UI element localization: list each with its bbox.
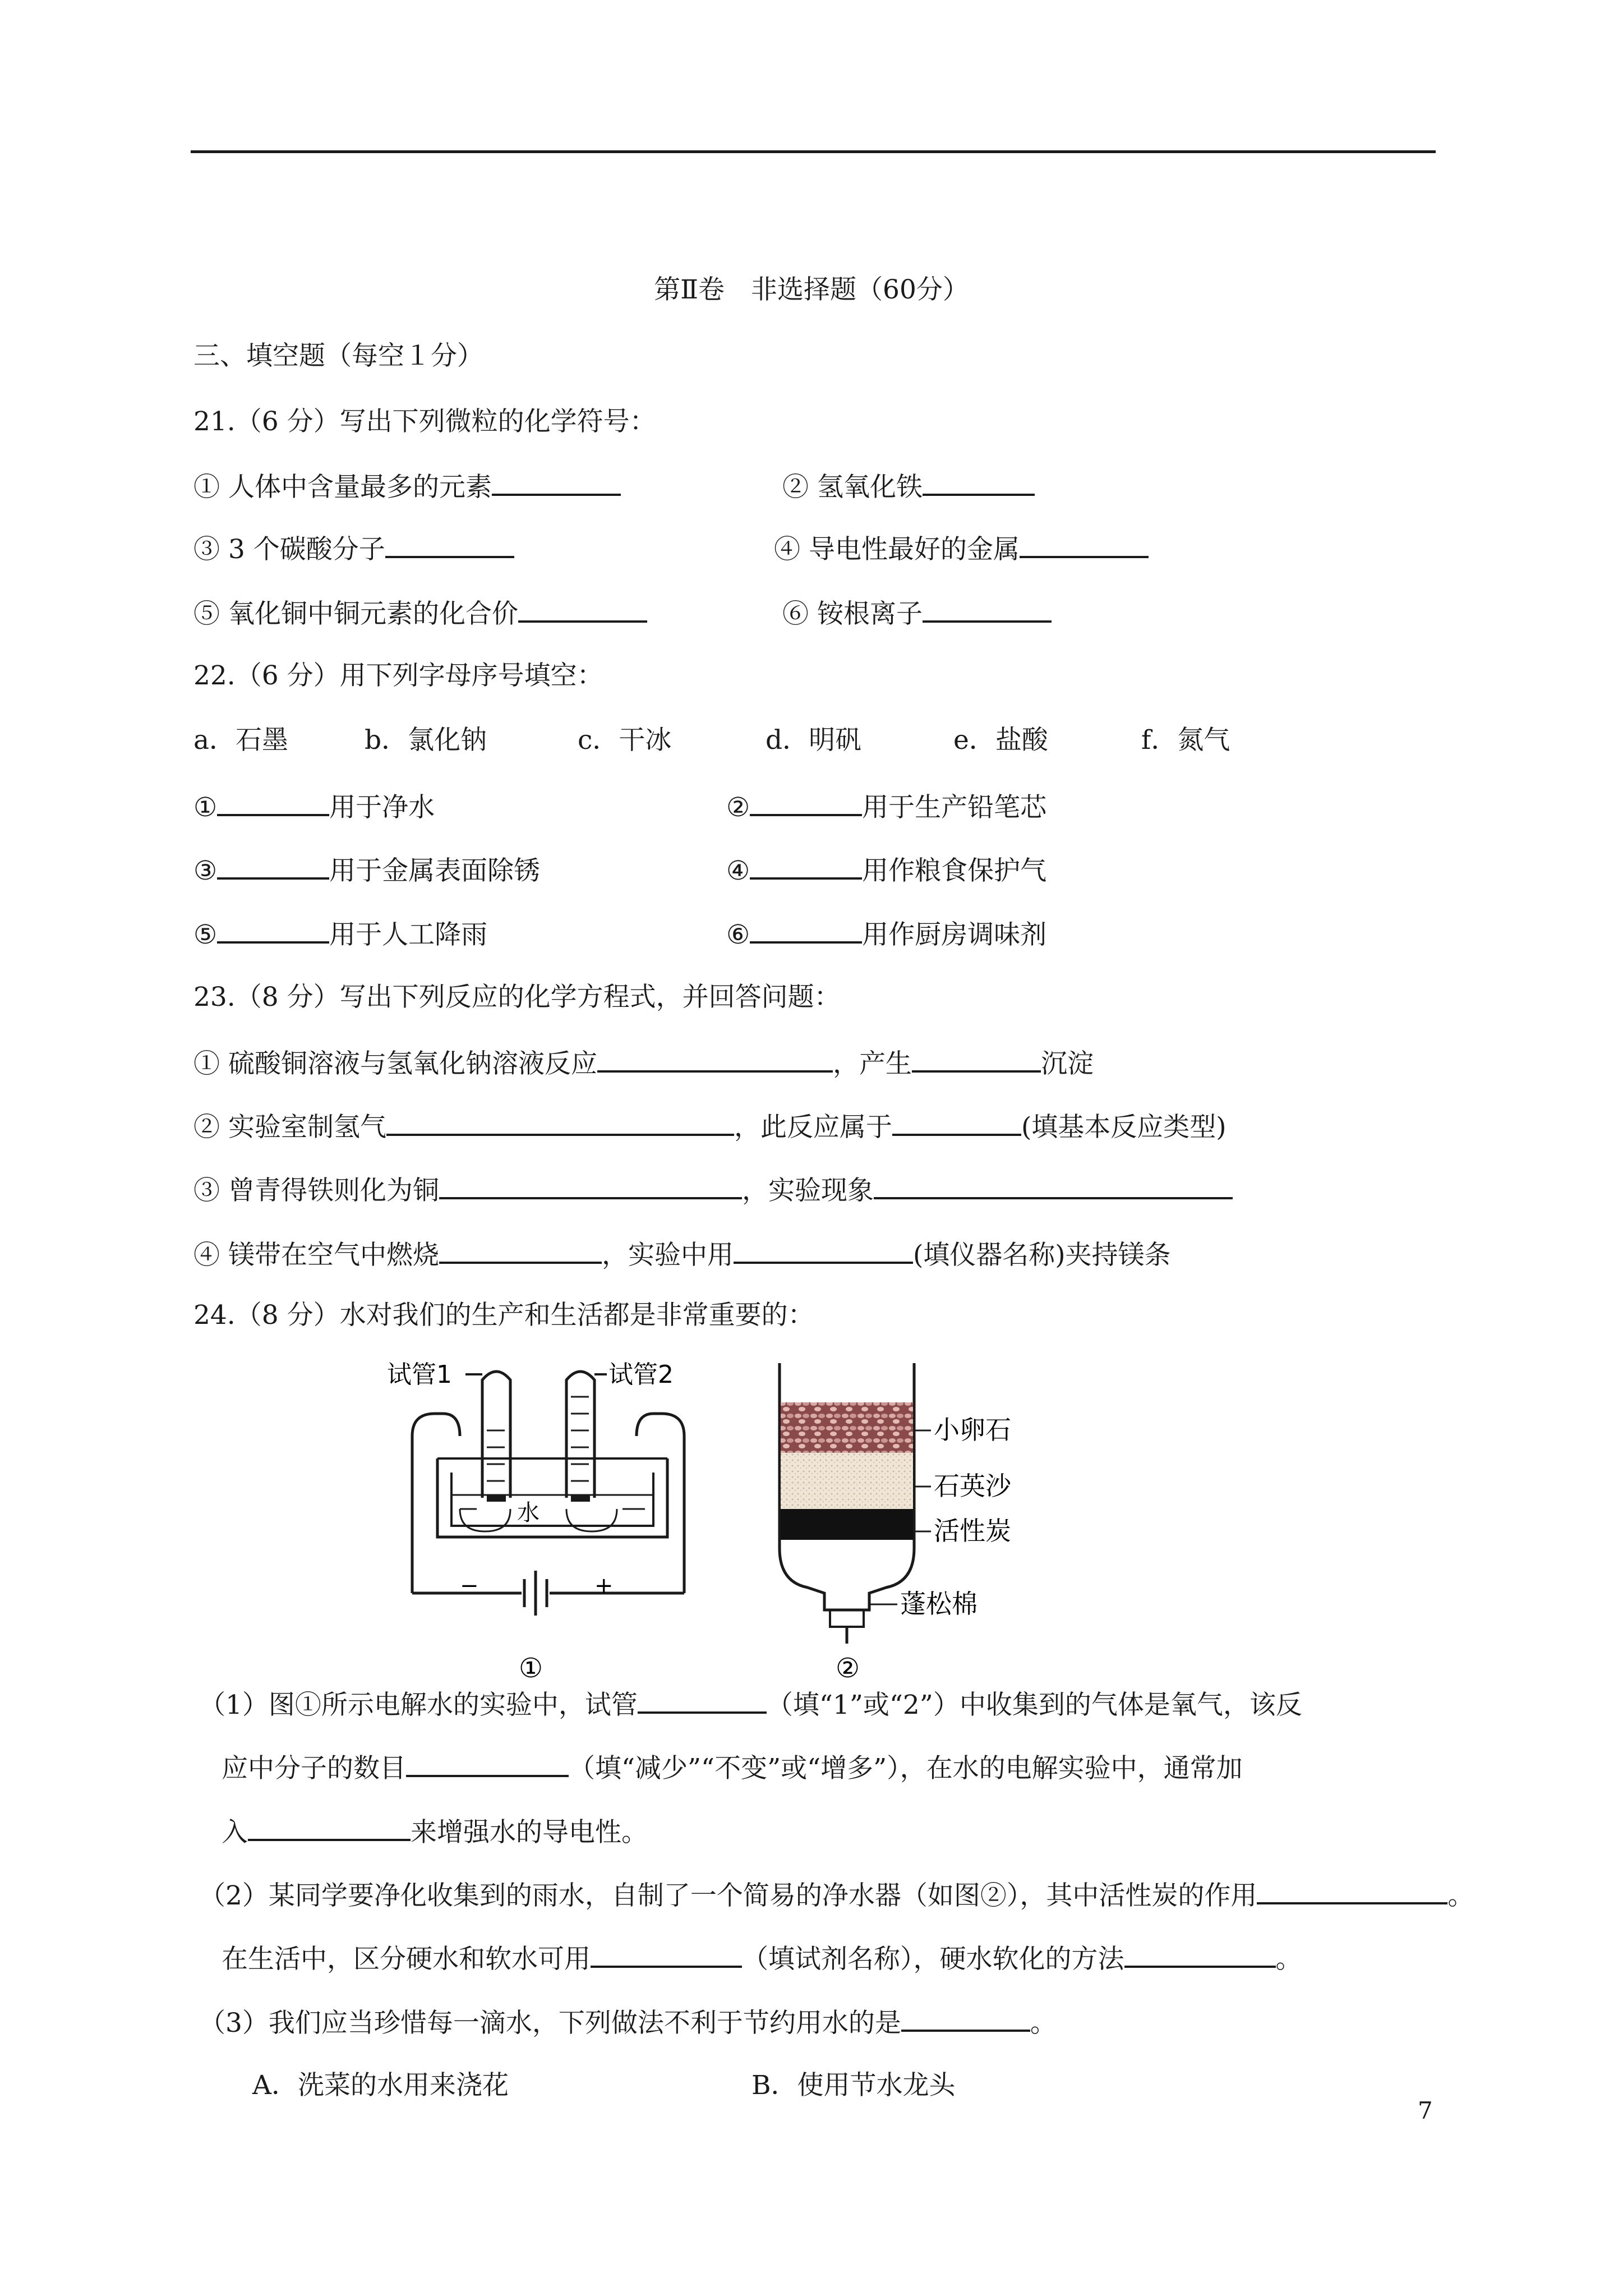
water-label: 水	[517, 1500, 540, 1526]
figure2-caption: ②	[836, 1653, 860, 1684]
q21-stem: 21.（6 分）写出下列微粒的化学符号：	[193, 406, 656, 437]
answer-blank[interactable]	[750, 852, 862, 880]
answer-blank[interactable]	[901, 2004, 1030, 2032]
answer-blank[interactable]	[248, 1813, 411, 1841]
q21-item-1: ① 人体中含量最多的元素	[193, 468, 621, 504]
charcoal-layer	[781, 1509, 913, 1540]
answer-blank[interactable]	[912, 1045, 1041, 1073]
answer-blank[interactable]	[923, 468, 1035, 496]
sand-label: 石英沙	[934, 1471, 1011, 1501]
q21-item-6: ⑥ 铵根离子	[782, 595, 1052, 631]
q22-blank-5: ⑤ 用于人工降雨	[193, 915, 487, 952]
page-number: 7	[1418, 2097, 1433, 2124]
q24-option-a: A．洗菜的水用来浇花	[252, 2070, 509, 2101]
q21-item-4: ④ 导电性最好的金属	[774, 530, 1149, 567]
answer-blank[interactable]	[518, 595, 647, 623]
q24-part2-line1: （2）某同学要净化收集到的雨水，自制了一个简易的净水器（如图②），其中活性炭的作用 。	[199, 1876, 1474, 1913]
answer-blank[interactable]	[386, 1108, 734, 1136]
q21-item-5: ⑤ 氧化铜中铜元素的化合价	[193, 595, 647, 631]
section-title: 第Ⅱ卷 非选择题（60分）	[654, 274, 969, 305]
answer-blank[interactable]	[750, 788, 862, 816]
q22-option-d: d．明矾	[766, 725, 862, 756]
answer-blank[interactable]	[217, 852, 329, 880]
q24-option-b: B．使用节水龙头	[751, 2070, 956, 2101]
q22-blank-6: ⑥ 用作厨房调味剂	[726, 915, 1046, 952]
q22-blank-3: ③ 用于金属表面除锈	[193, 852, 540, 888]
answer-blank[interactable]	[591, 1940, 742, 1968]
answer-blank[interactable]	[492, 468, 621, 496]
q24-stem: 24.（8 分）水对我们的生产和生活都是非常重要的：	[193, 1300, 814, 1331]
answer-blank[interactable]	[923, 595, 1052, 623]
answer-blank[interactable]	[385, 530, 514, 558]
q22-option-f: f．氮气	[1141, 725, 1230, 756]
answer-blank[interactable]	[750, 915, 862, 944]
q23-reaction-2: ② 实验室制氢气 ，此反应属于 (填基本反应类型)	[193, 1108, 1227, 1144]
answer-blank[interactable]	[406, 1749, 569, 1777]
answer-blank[interactable]	[1257, 1876, 1447, 1904]
answer-blank[interactable]	[1020, 530, 1149, 558]
electrolysis-diagram	[387, 1358, 701, 1683]
pebble-layer	[781, 1402, 913, 1453]
charcoal-label: 活性炭	[934, 1516, 1011, 1546]
q24-part2-line2: 在生活中，区分硬水和软水可用 （填试剂名称），硬水软化的方法 。	[222, 1940, 1302, 1976]
q23-reaction-1: ① 硫酸铜溶液与氢氧化钠溶液反应 ，产生 沉淀	[193, 1045, 1094, 1081]
q23-reaction-3: ③ 曾青得铁则化为铜 ，实验现象	[193, 1171, 1233, 1208]
answer-blank[interactable]	[892, 1108, 1021, 1136]
q24-part1-line3: 入 来增强水的导电性。	[222, 1813, 648, 1849]
q24-part1-line1: （1）图①所示电解水的实验中，试管 （填“1”或“2”）中收集到的气体是氧气，该反	[199, 1686, 1302, 1722]
answer-blank[interactable]	[439, 1236, 602, 1264]
cotton-label: 蓬松棉	[900, 1589, 978, 1619]
answer-blank[interactable]	[734, 1236, 913, 1264]
minus-label: −	[460, 1573, 479, 1599]
answer-blank[interactable]	[217, 788, 329, 816]
answer-blank[interactable]	[638, 1686, 767, 1714]
figure1-caption: ①	[519, 1653, 543, 1683]
q24-part1-line2: 应中分子的数目 （填“减少”“不变”或“增多”），在水的电解实验中，通常加	[222, 1749, 1243, 1786]
q22-stem: 22.（6 分）用下列字母序号填空：	[193, 660, 603, 691]
water-filter-diagram	[763, 1363, 1054, 1688]
q22-option-a: a．石墨	[193, 725, 289, 756]
q21-item-3: ③ 3 个碳酸分子	[193, 530, 514, 567]
tube1-label: 试管1	[387, 1360, 452, 1389]
q24-part3: （3）我们应当珍惜每一滴水，下列做法不利于节约用水的是 。	[199, 2004, 1057, 2040]
pebble-label: 小卵石	[934, 1415, 1011, 1445]
answer-blank[interactable]	[1124, 1940, 1276, 1968]
tube2-label: 试管2	[608, 1360, 674, 1389]
answer-blank[interactable]	[217, 915, 329, 944]
q22-blank-2: ② 用于生产铅笔芯	[726, 788, 1046, 825]
q22-blank-1: ① 用于净水	[193, 788, 435, 825]
q23-reaction-4: ④ 镁带在空气中燃烧 ，实验中用 (填仪器名称)夹持镁条	[193, 1236, 1171, 1272]
plus-label: +	[594, 1573, 614, 1599]
answer-blank[interactable]	[597, 1045, 833, 1073]
q22-option-e: e．盐酸	[953, 725, 1048, 756]
answer-blank[interactable]	[874, 1171, 1233, 1199]
header-rule	[191, 150, 1436, 153]
q23-stem: 23.（8 分）写出下列反应的化学方程式，并回答问题：	[193, 982, 841, 1013]
q22-option-c: c．干冰	[578, 725, 672, 756]
answer-blank[interactable]	[439, 1171, 742, 1199]
sand-layer	[781, 1453, 913, 1509]
part3-heading: 三、填空题（每空１分）	[193, 341, 483, 371]
q22-option-b: b．氯化钠	[365, 725, 487, 756]
q21-item-2: ② 氢氧化铁	[782, 468, 1035, 504]
q22-blank-4: ④ 用作粮食保护气	[726, 852, 1046, 888]
